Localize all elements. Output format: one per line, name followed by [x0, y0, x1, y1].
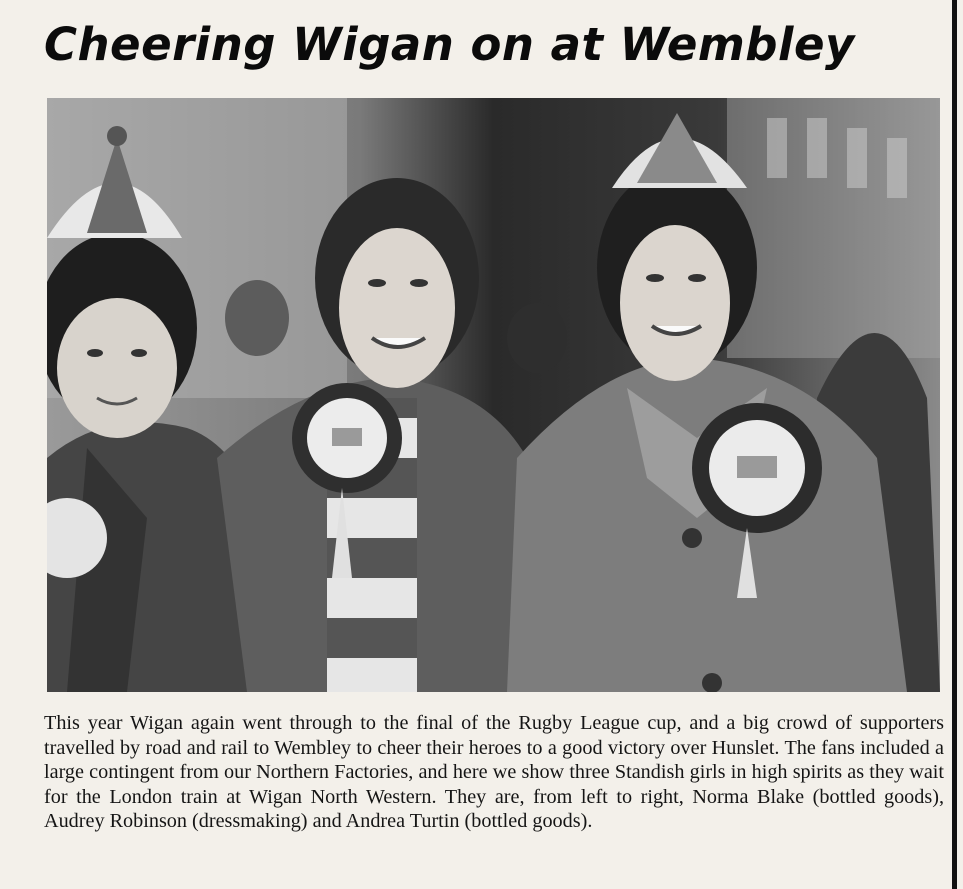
- page-border-rule: [952, 0, 957, 889]
- headline: Cheering Wigan on at Wembley: [44, 18, 855, 71]
- crowd-figure: [507, 303, 567, 373]
- background-building-right: [727, 98, 940, 358]
- crowd-figure: [225, 280, 289, 356]
- photo-caption: This year Wigan again went through to the final of the Rugby League cup, and a big crowd of supporters travelled by road and rail to Wembley to cheer their heroes to a good victory over Hunslet. The fans included a large contingent from our Northern Factories, and here we show three Standish girls in high spirits as they wait for the London train at Wigan North Western. They are, from left to right, Norma Blake (bottled goods), Audrey Robinson (dressmaking) and Andrea Turtin (bottled goods).: [44, 712, 944, 833]
- photo-illustration: [47, 98, 940, 692]
- photograph: [47, 98, 940, 692]
